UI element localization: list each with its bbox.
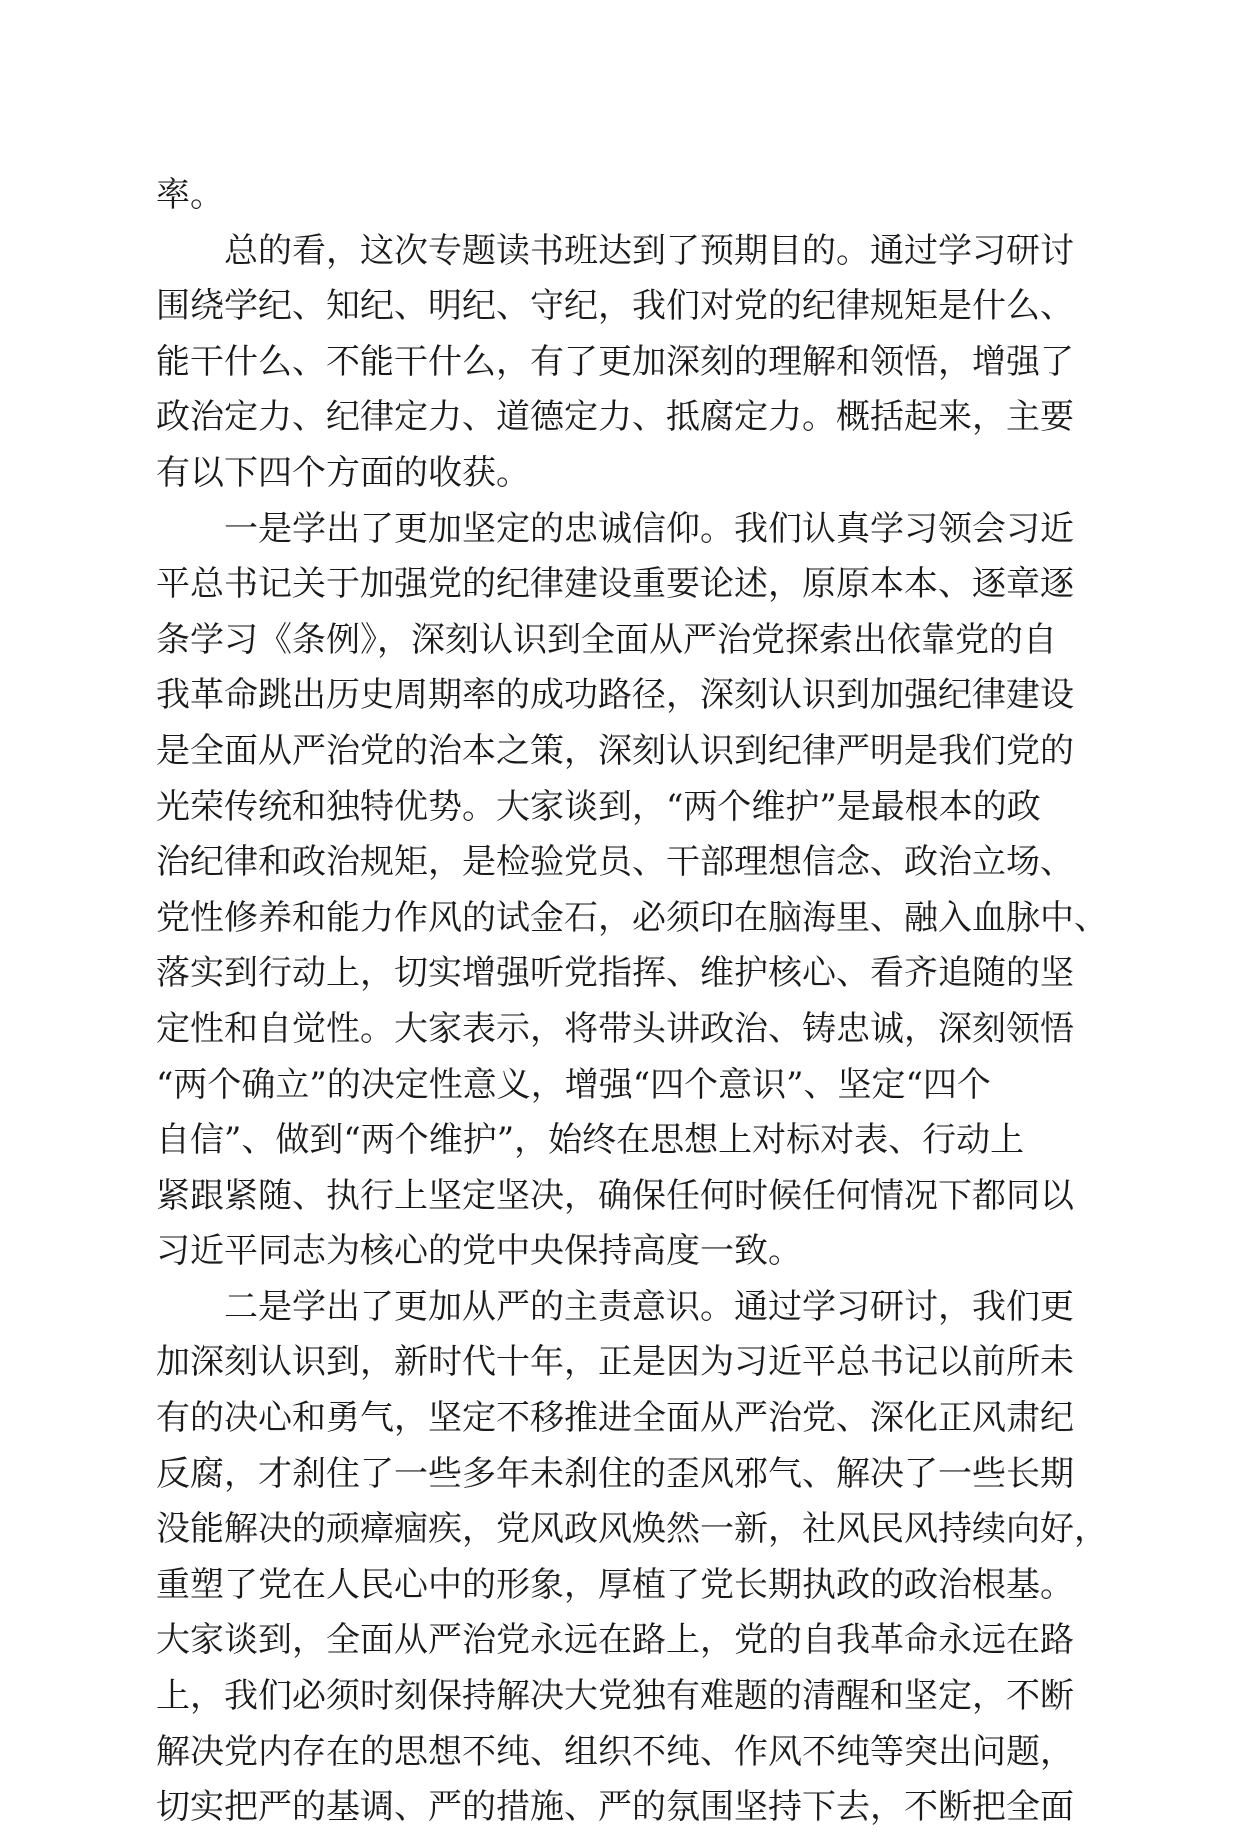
text-line: 习近平同志为核心的党中央保持高度一致。 [156,1231,802,1272]
text-line: 切实把严的基调、严的措施、严的氛围坚持下去，不断把全面 [156,1787,1074,1828]
text-line: 加深刻认识到，新时代十年，正是因为习近平总书记以前所未 [156,1342,1074,1383]
text-line: 解决党内存在的思想不纯、组织不纯、作风不纯等突出问题， [156,1731,1074,1772]
text-line: 围绕学纪、知纪、明纪、守纪，我们对党的纪律规矩是什么、 [156,286,1074,327]
text-line: 重塑了党在人民心中的形象，厚植了党长期执政的政治根基。 [156,1564,1074,1605]
paragraph-start-line: 二是学出了更加从严的主责意识。通过学习研讨，我们更 [224,1286,1074,1327]
text-line: 大家谈到，全面从严治党永远在路上，党的自我革命永远在路 [156,1620,1074,1661]
text-line: 有的决心和勇气，坚定不移推进全面从严治党、深化正风肃纪 [156,1398,1074,1439]
text-line: 能干什么、不能干什么，有了更加深刻的理解和领悟，增强了 [156,341,1074,382]
text-line: 反腐，才刹住了一些多年未刹住的歪风邪气、解决了一些长期 [156,1453,1074,1494]
text-line: 定性和自觉性。大家表示，将带头讲政治、铸忠诚，深刻领悟 [156,1008,1074,1049]
text-line: 上，我们必须时刻保持解决大党独有难题的清醒和坚定，不断 [156,1676,1074,1717]
document-body [156,168,1108,1836]
text-line: 光荣传统和独特优势。大家谈到，“两个维护”是最根本的政 [156,786,1041,827]
text-line: 治纪律和政治规矩，是检验党员、干部理想信念、政治立场、 [156,842,1074,883]
text-line: 我革命跳出历史周期率的成功路径，深刻认识到加强纪律建设 [156,675,1074,716]
text-line: 率。 [156,175,224,215]
text-line: 党性修养和能力作风的试金石，必须印在脑海里、融入血脉中、 [156,897,1108,938]
text-line: 是全面从严治党的治本之策，深刻认识到纪律严明是我们党的 [156,730,1074,771]
text-line: 紧跟紧随、执行上坚定坚决，确保任何时候任何情况下都同以 [156,1175,1074,1216]
text-line: 平总书记关于加强党的纪律建设重要论述，原原本本、逐章逐 [156,564,1074,605]
paragraph-start-line: 一是学出了更加坚定的忠诚信仰。我们认真学习领会习近 [224,508,1074,549]
text-line: 有以下四个方面的收获。 [156,452,530,493]
text-line: 政治定力、纪律定力、道德定力、抵腐定力。概括起来，主要 [156,397,1074,438]
text-line: “两个确立”的决定性意义，增强“四个意识”、坚定“四个 [156,1064,991,1105]
text-line: 没能解决的顽瘴痼疾，党风政风焕然一新，社风民风持续向好， [156,1509,1108,1550]
text-line: 条学习《条例》，深刻认识到全面从严治党探索出依靠党的自 [156,619,1057,660]
paragraph-start-line: 总的看，这次专题读书班达到了预期目的。通过学习研讨 [224,230,1074,271]
text-line: 自信”、做到“两个维护”，始终在思想上对标对表、行动上 [156,1120,1025,1161]
text-line: 落实到行动上，切实增强听党指挥、维护核心、看齐追随的坚 [156,953,1074,994]
